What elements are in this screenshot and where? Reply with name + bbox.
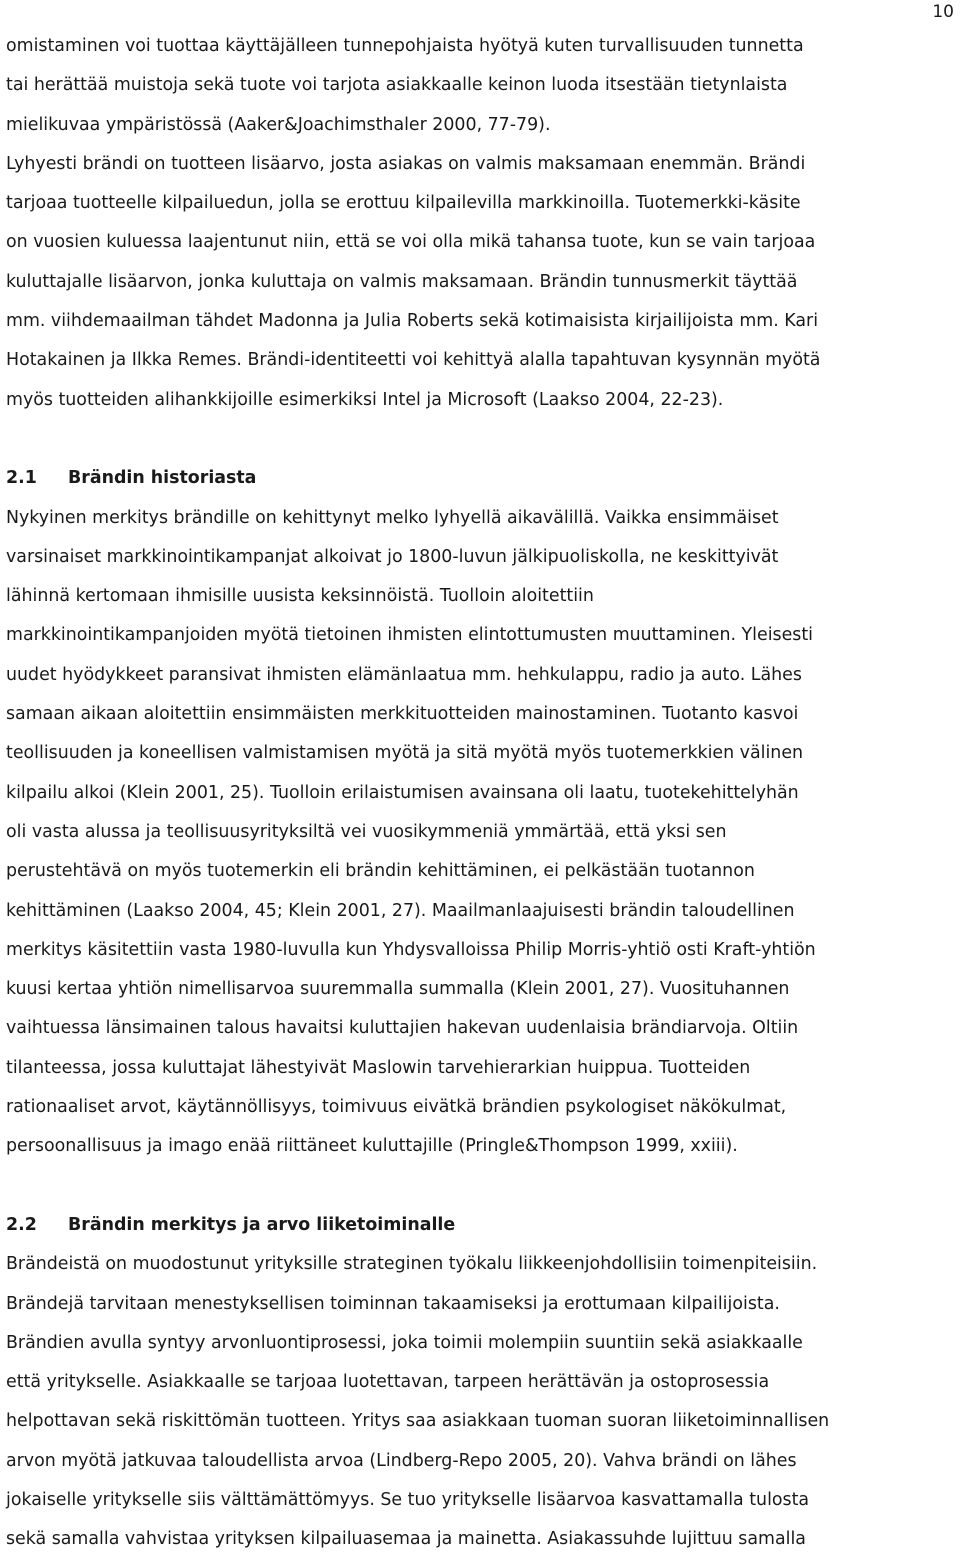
text-line: rationaaliset arvot, käytännöllisyys, toimivuus eivätkä brändien psykologiset näkökulmat,	[6, 1097, 787, 1118]
text-line: myös tuotteiden alihankkijoille esimerkiksi Intel ja Microsoft (Laakso 2004, 22-23).	[6, 389, 724, 410]
text-line: Brändejä tarvitaan menestyksellisen toiminnan takaamiseksi ja erottumaan kilpailijoista.	[6, 1293, 780, 1314]
text-line: tilanteessa, jossa kuluttajat lähestyivät Maslowin tarvehierarkian huippua. Tuotteiden	[6, 1057, 751, 1078]
text-line: kehittäminen (Laakso 2004, 45; Klein 2001, 27). Maailmanlaajuisesti brändin taloudellinen	[6, 900, 795, 921]
text-line: oli vasta alussa ja teollisuusyrityksiltä vei vuosikymmeniä ymmärtää, että yksi sen	[6, 821, 727, 842]
text-line: uudet hyödykkeet paransivat ihmisten elämänlaatua mm. hehkulappu, radio ja auto. Lähes	[6, 664, 802, 685]
text-line: että yritykselle. Asiakkaalle se tarjoaa luotettavan, tarpeen herättävän ja ostoprosessia	[6, 1372, 770, 1393]
section-heading-2-1	[6, 459, 956, 498]
spacer	[6, 420, 956, 459]
text-line: kuluttajalle lisäarvon, jonka kuluttaja on valmis maksamaan. Brändin tunnusmerkit täyttää	[6, 271, 798, 292]
text-line: on vuosien kuluessa laajentunut niin, että se voi olla mikä tahansa tuote, kun se vain tarjoaa	[6, 232, 816, 253]
text-line: merkitys käsitettiin vasta 1980-luvulla kun Yhdysvalloissa Philip Morris-yhtiö osti Kraft-yhtiön	[6, 939, 816, 960]
text-line: varsinaiset markkinointikampanjat alkoivat jo 1800-luvun jälkipuoliskolla, ne keskittyivät	[6, 546, 779, 567]
paragraph-intro	[6, 27, 956, 420]
text-line: tarjoaa tuotteelle kilpailuedun, jolla se erottuu kilpailevilla markkinoilla. Tuotemerkki-käsite	[6, 193, 801, 214]
text-line: arvon myötä jatkuvaa taloudellista arvoa (Lindberg-Repo 2005, 20). Vahva brändi on lähes	[6, 1450, 797, 1471]
text-line: Nykyinen merkitys brändille on kehittynyt melko lyhyellä aikavälillä. Vaikka ensimmäiset	[6, 507, 779, 528]
page-number: 10	[932, 2, 954, 22]
text-line: helpottavan sekä riskittömän tuotteen. Yritys saa asiakkaan tuoman suoran liiketoiminnallisen	[6, 1411, 830, 1432]
text-line: Lyhyesti brändi on tuotteen lisäarvo, josta asiakas on valmis maksamaan enemmän. Brändi	[6, 153, 806, 174]
spacer	[6, 1167, 956, 1206]
text-line: Brändien avulla syntyy arvonluontiprosessi, joka toimii molempiin suuntiin sekä asiakkaalle	[6, 1332, 803, 1353]
text-line: lähinnä kertomaan ihmisille uusista keksinnöistä. Tuolloin aloitettiin	[6, 586, 594, 607]
text-line: Hotakainen ja Ilkka Remes. Brändi-identiteetti voi kehittyä alalla tapahtuvan kysynnän myötä	[6, 350, 821, 371]
text-line: persoonallisuus ja imago enää riittäneet kuluttajille (Pringle&Thompson 1999, xxiii).	[6, 1136, 738, 1157]
paragraph-brand-value	[6, 1245, 956, 1559]
text-line: kuusi kertaa yhtiön nimellisarvoa suuremmalla summalla (Klein 2001, 27). Vuosituhannen	[6, 979, 790, 1000]
text-line: tai herättää muistoja sekä tuote voi tarjota asiakkaalle keinon luoda itsestään tietynlaista	[6, 75, 788, 96]
text-line: kilpailu alkoi (Klein 2001, 25). Tuolloin erilaistumisen avainsana oli laatu, tuotekehittelyhän	[6, 782, 799, 803]
section-number: 2.1	[6, 468, 37, 489]
section-title: Brändin historiasta	[68, 468, 257, 489]
text-line: omistaminen voi tuottaa käyttäjälleen tunnepohjaista hyötyä kuten turvallisuuden tunnetta	[6, 36, 804, 56]
section-title: Brändin merkitys ja arvo liiketoiminalle	[68, 1214, 456, 1235]
text-line: jokaiselle yritykselle siis välttämättömyys. Se tuo yritykselle lisäarvoa kasvattamalla tulosta	[6, 1489, 810, 1510]
section-number: 2.2	[6, 1214, 37, 1235]
text-line: sekä samalla vahvistaa yrityksen kilpailuasemaa ja mainetta. Asiakassuhde lujittuu samalla	[6, 1529, 806, 1550]
text-line: teollisuuden ja koneellisen valmistamisen myötä ja sitä myötä myös tuotemerkkien välinen	[6, 743, 804, 764]
text-line: mielikuvaa ympäristössä (Aaker&Joachimsthaler 2000, 77-79).	[6, 114, 551, 135]
text-line: mm. viihdemaailman tähdet Madonna ja Julia Roberts sekä kotimaisista kirjailijoista mm. Kari	[6, 311, 819, 332]
paragraph-history	[6, 499, 956, 1167]
document-body	[6, 27, 956, 1560]
text-line: samaan aikaan aloitettiin ensimmäisten merkkituotteiden mainostaminen. Tuotanto kasvoi	[6, 704, 799, 725]
text-line: perustehtävä on myös tuotemerkin eli brändin kehittäminen, ei pelkästään tuotannon	[6, 861, 755, 882]
text-line: Brändeistä on muodostunut yrityksille strateginen työkalu liikkeenjohdollisiin toimenpiteisiin.	[6, 1254, 818, 1275]
section-heading-2-2	[6, 1206, 956, 1245]
text-line: markkinointikampanjoiden myötä tietoinen ihmisten elintottumusten muuttaminen. Yleisesti	[6, 625, 813, 646]
text-line: vaihtuessa länsimainen talous havaitsi kuluttajien hakevan uudenlaisia brändiarvoja. Oltiin	[6, 1018, 799, 1039]
